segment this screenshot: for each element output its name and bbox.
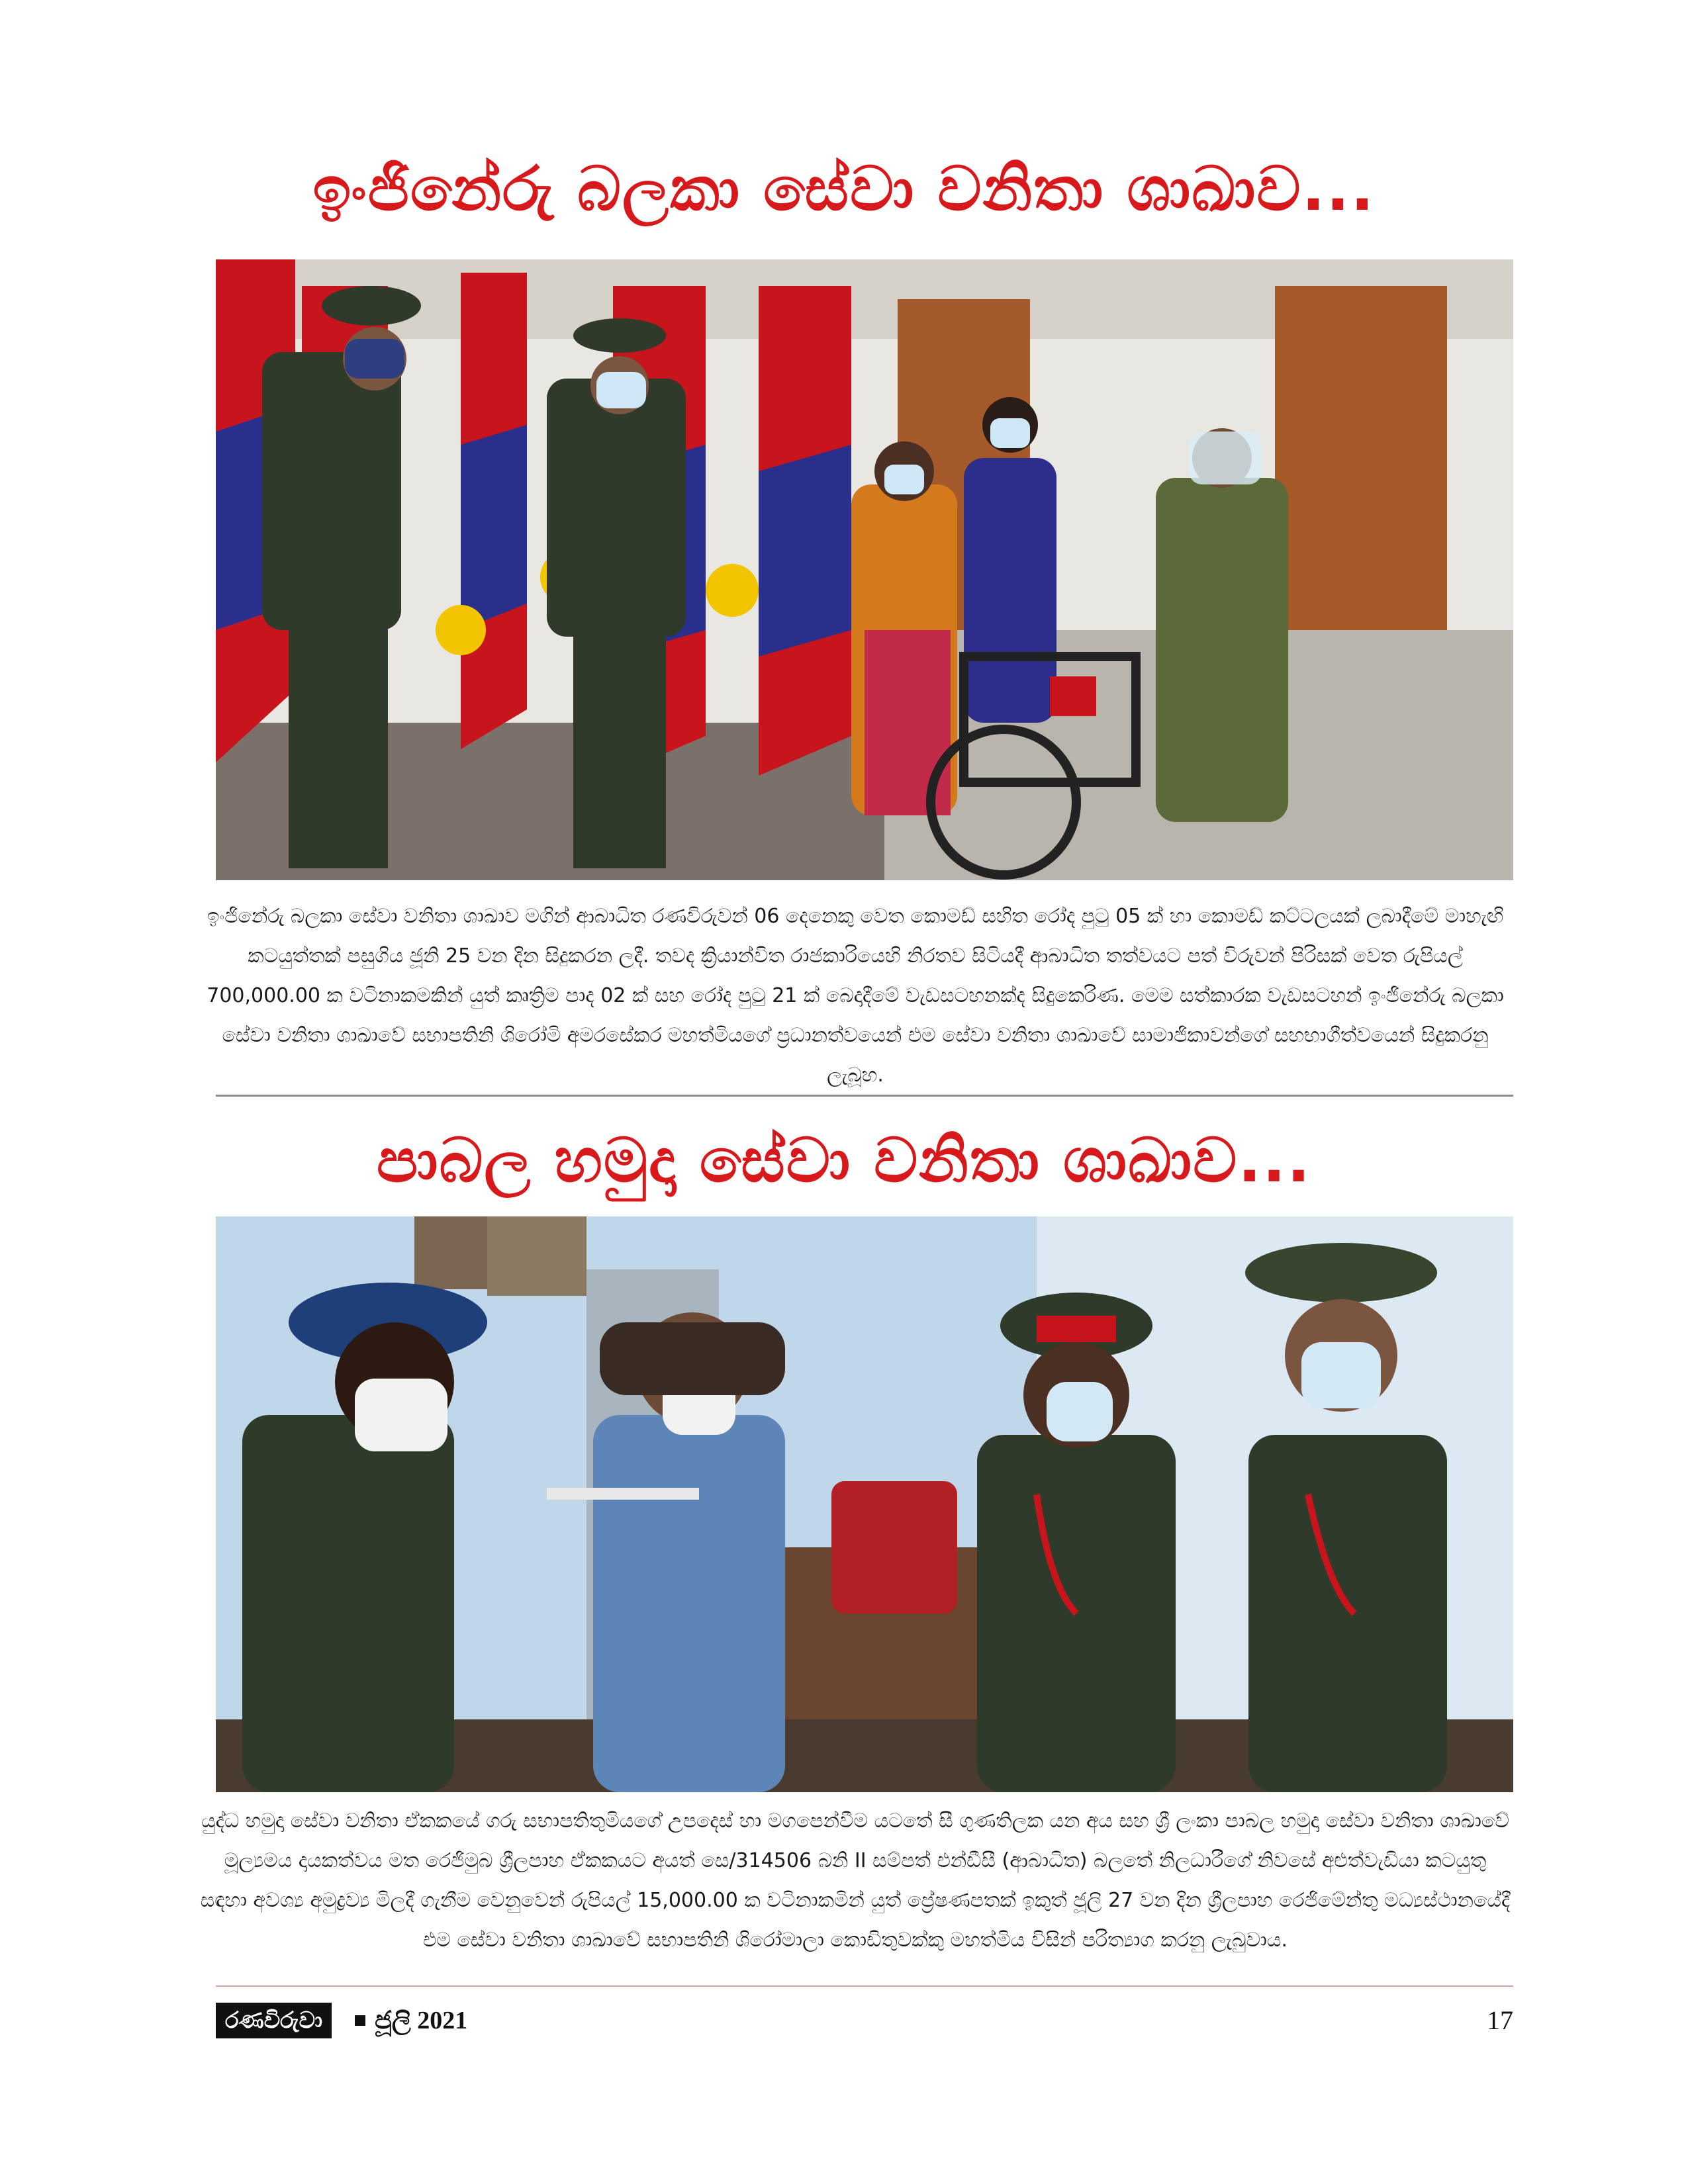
page-footer [216,2003,1513,2038]
article2-caption: යුද්ධ හමුදා සේවා වනිතා ඒකකයේ ගරු සභාපතිතුමියගේ උපදෙස් හා මගපෙන්වීම යටතේ සී ගුණතිලක යන අය සහ ශ්‍රී ලංකා පාබල හමුදා සේවා වනිතා ශාඛාවේ මූල්‍යමය දායකත්වය මත රෙජිමුබ ශ්‍රීලපාහ ඒකකයට අයත් සෙ/314506 බනි II සම්පත් එන්ඩීසී (ආබාධිත) බලතේ නිලධාරීගේ නිවසේ අළුත්වැඩියා කටයුතු සඳහා අවශ්‍ය අමුද්‍රව්‍ය මිලදී ගැනීම වෙනුවෙන් රුපියල් 15,000.00 ක වටිනාකමින් යුත් ප්‍රේෂණපතක් ඉකුත් ජූලි 27 වන දින ශ්‍රීලපාහ රෙජිමේන්තු මධ්‍යස්ථානයේදී එම සේවා වනිතා ශාඛාවේ සභාපතිනි ශිරෝමාලා කොඩිතුවක්කු මහත්මිය විසින් පරිත්‍යාග කරනු ලැබුවාය. [200,1809,1511,1952]
bullet-icon [355,2015,365,2026]
article1-photo [216,259,1513,880]
issue-date: ජූලි 2021 [375,2007,468,2034]
article1-caption: ඉංජිනේරු බලකා සේවා වනිතා ශාඛාව මගින් ආබාධිත රණවිරුවන් 06 දෙනෙකු වෙත කොමඩ් සහිත රෝද පුටු 05 ක් හා කොමඩ් කට්ටලයක් ලබාදීමේ මාහැඟි කටයුත්තක් පසුගිය ජූනි 25 වන දින සිදුකරන ලදී. තවද ක්‍රියාන්විත රාජකාරියෙහි නිරතව සිටියදී ආබාධිත තත්වයට පත් විරුවන් පිරිසක් වෙත රුපියල් 700,000.00 ක වටිනාකමකින් යුත් කෘත්‍රිම පාද 02 ක් සහ රෝද පුටු 21 ක් බෙදාදීමේ වැඩසටහනක්ද සිදුකෙරිණ. මෙම සත්කාරක වැඩසටහන් ඉංජිනේරු බලකා සේවා වනිතා ශාඛාවේ සභාපතිනි ශිරෝමි අමරසේකර මහත්මියගේ ප්‍රධානත්වයෙන් එම සේවා වනිතා ශාඛාවේ සාමාජිකාවන්ගේ සහභාගීත්වයෙන් සිදුකරනු ලැබූහ. [207,905,1504,1087]
section-divider [216,1095,1513,1097]
publication-name: රණවිරුවා [216,2003,332,2038]
article2-photo [216,1216,1513,1792]
article1-title: ඉංජිනේරු බලකා සේවා වනිතා ශාඛාව... [312,154,1376,224]
wheelchair-handover-photo [216,259,1513,880]
page-number: 17 [1487,2005,1513,2035]
cheque-handover-photo [216,1216,1513,1792]
footer-divider [216,1985,1513,1987]
article2-title: පාබල හමුදා සේවා වනිතා ශාඛාව... [376,1125,1312,1196]
